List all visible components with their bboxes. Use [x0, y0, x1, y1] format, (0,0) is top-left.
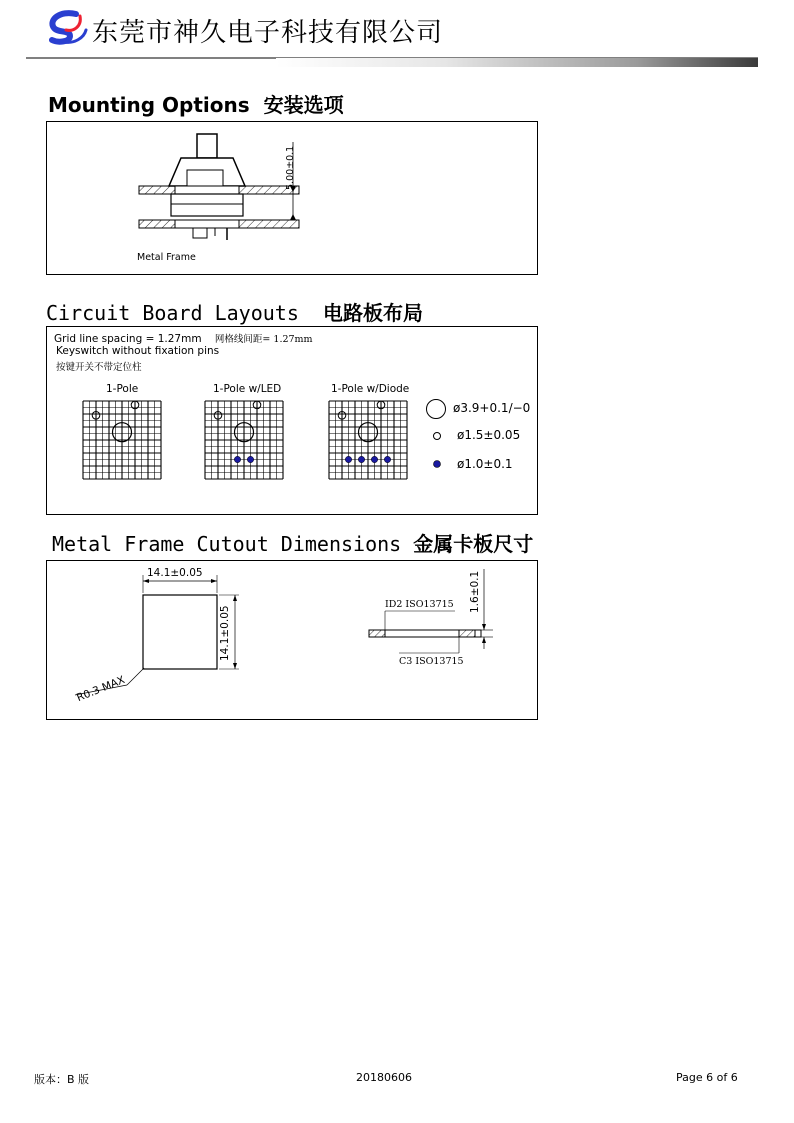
- cutout-title-cn: 金属卡板尺寸: [413, 532, 534, 556]
- footer-page-number: Page 6 of 6: [676, 1071, 738, 1084]
- without-pins-note: Keyswitch without fixation pins: [56, 345, 220, 357]
- small-hole: [384, 456, 390, 462]
- cutout-bottom-tolerance: C3 ISO13715: [399, 656, 464, 667]
- small-hole: [358, 456, 364, 462]
- mounting-figure: [46, 121, 538, 275]
- grid-1pole: [83, 401, 161, 479]
- small-hole: [371, 456, 377, 462]
- layout-label-led: 1-Pole w/LED: [213, 383, 282, 395]
- cutout-drawing: [47, 561, 537, 719]
- grid-1pole-diode: [329, 401, 407, 479]
- circuit-title-en: Circuit Board Layouts: [46, 301, 299, 325]
- header-rule: [26, 56, 758, 68]
- legend-medium-hole-label: ø1.5±0.05: [457, 428, 521, 442]
- cutout-section-title: [52, 528, 533, 557]
- circuit-grids: [47, 327, 537, 514]
- without-pins-note-cn: 按键开关不带定位柱: [56, 362, 142, 373]
- mounting-dimension-label: 5.00±0.1: [285, 145, 296, 190]
- small-hole: [345, 456, 351, 462]
- cutout-width-label: 14.1±0.05: [147, 567, 203, 579]
- legend-small-hole-label: ø1.0±0.1: [457, 457, 513, 471]
- footer-date: 20180606: [356, 1071, 412, 1084]
- cutout-figure: [46, 560, 538, 720]
- small-hole: [234, 456, 240, 462]
- company-name: 东莞市神久电子科技有限公司: [92, 18, 444, 48]
- mounting-title-en: Mounting Options: [48, 93, 250, 117]
- circuit-section-title: [46, 297, 423, 326]
- layout-label-1pole: 1-Pole: [106, 383, 139, 395]
- mounting-section-title: [48, 89, 344, 118]
- cutout-radius-label: R0.3 MAX: [75, 673, 127, 705]
- grid-note-cn: 网格线间距= 1.27mm: [214, 334, 313, 345]
- mounting-title-cn: 安装选项: [263, 93, 344, 117]
- cutout-title-en: Metal Frame Cutout Dimensions: [52, 532, 402, 556]
- circuit-figure: [46, 326, 538, 515]
- grid-1pole-led: [205, 401, 283, 479]
- legend-large-hole-icon: [427, 400, 446, 419]
- layout-label-diode: 1-Pole w/Diode: [331, 383, 410, 395]
- circuit-title-cn: 电路板布局: [322, 301, 423, 325]
- metal-frame-label: Metal Frame: [137, 252, 196, 263]
- footer-version: 版本：B 版: [34, 1073, 90, 1086]
- legend-large-hole-label: ø3.9+0.1/−0: [453, 401, 531, 415]
- legend-small-hole-icon: [434, 461, 441, 468]
- cutout-height-label: 14.1±0.05: [219, 605, 231, 661]
- cutout-top-tolerance: ID2 ISO13715: [385, 599, 454, 610]
- small-hole: [247, 456, 253, 462]
- legend-medium-hole-icon: [434, 433, 441, 440]
- company-logo-icon: [46, 10, 90, 46]
- cutout-thickness-label: 1.6±0.1: [469, 570, 481, 613]
- grid-note-en: Grid line spacing = 1.27mm: [54, 333, 202, 345]
